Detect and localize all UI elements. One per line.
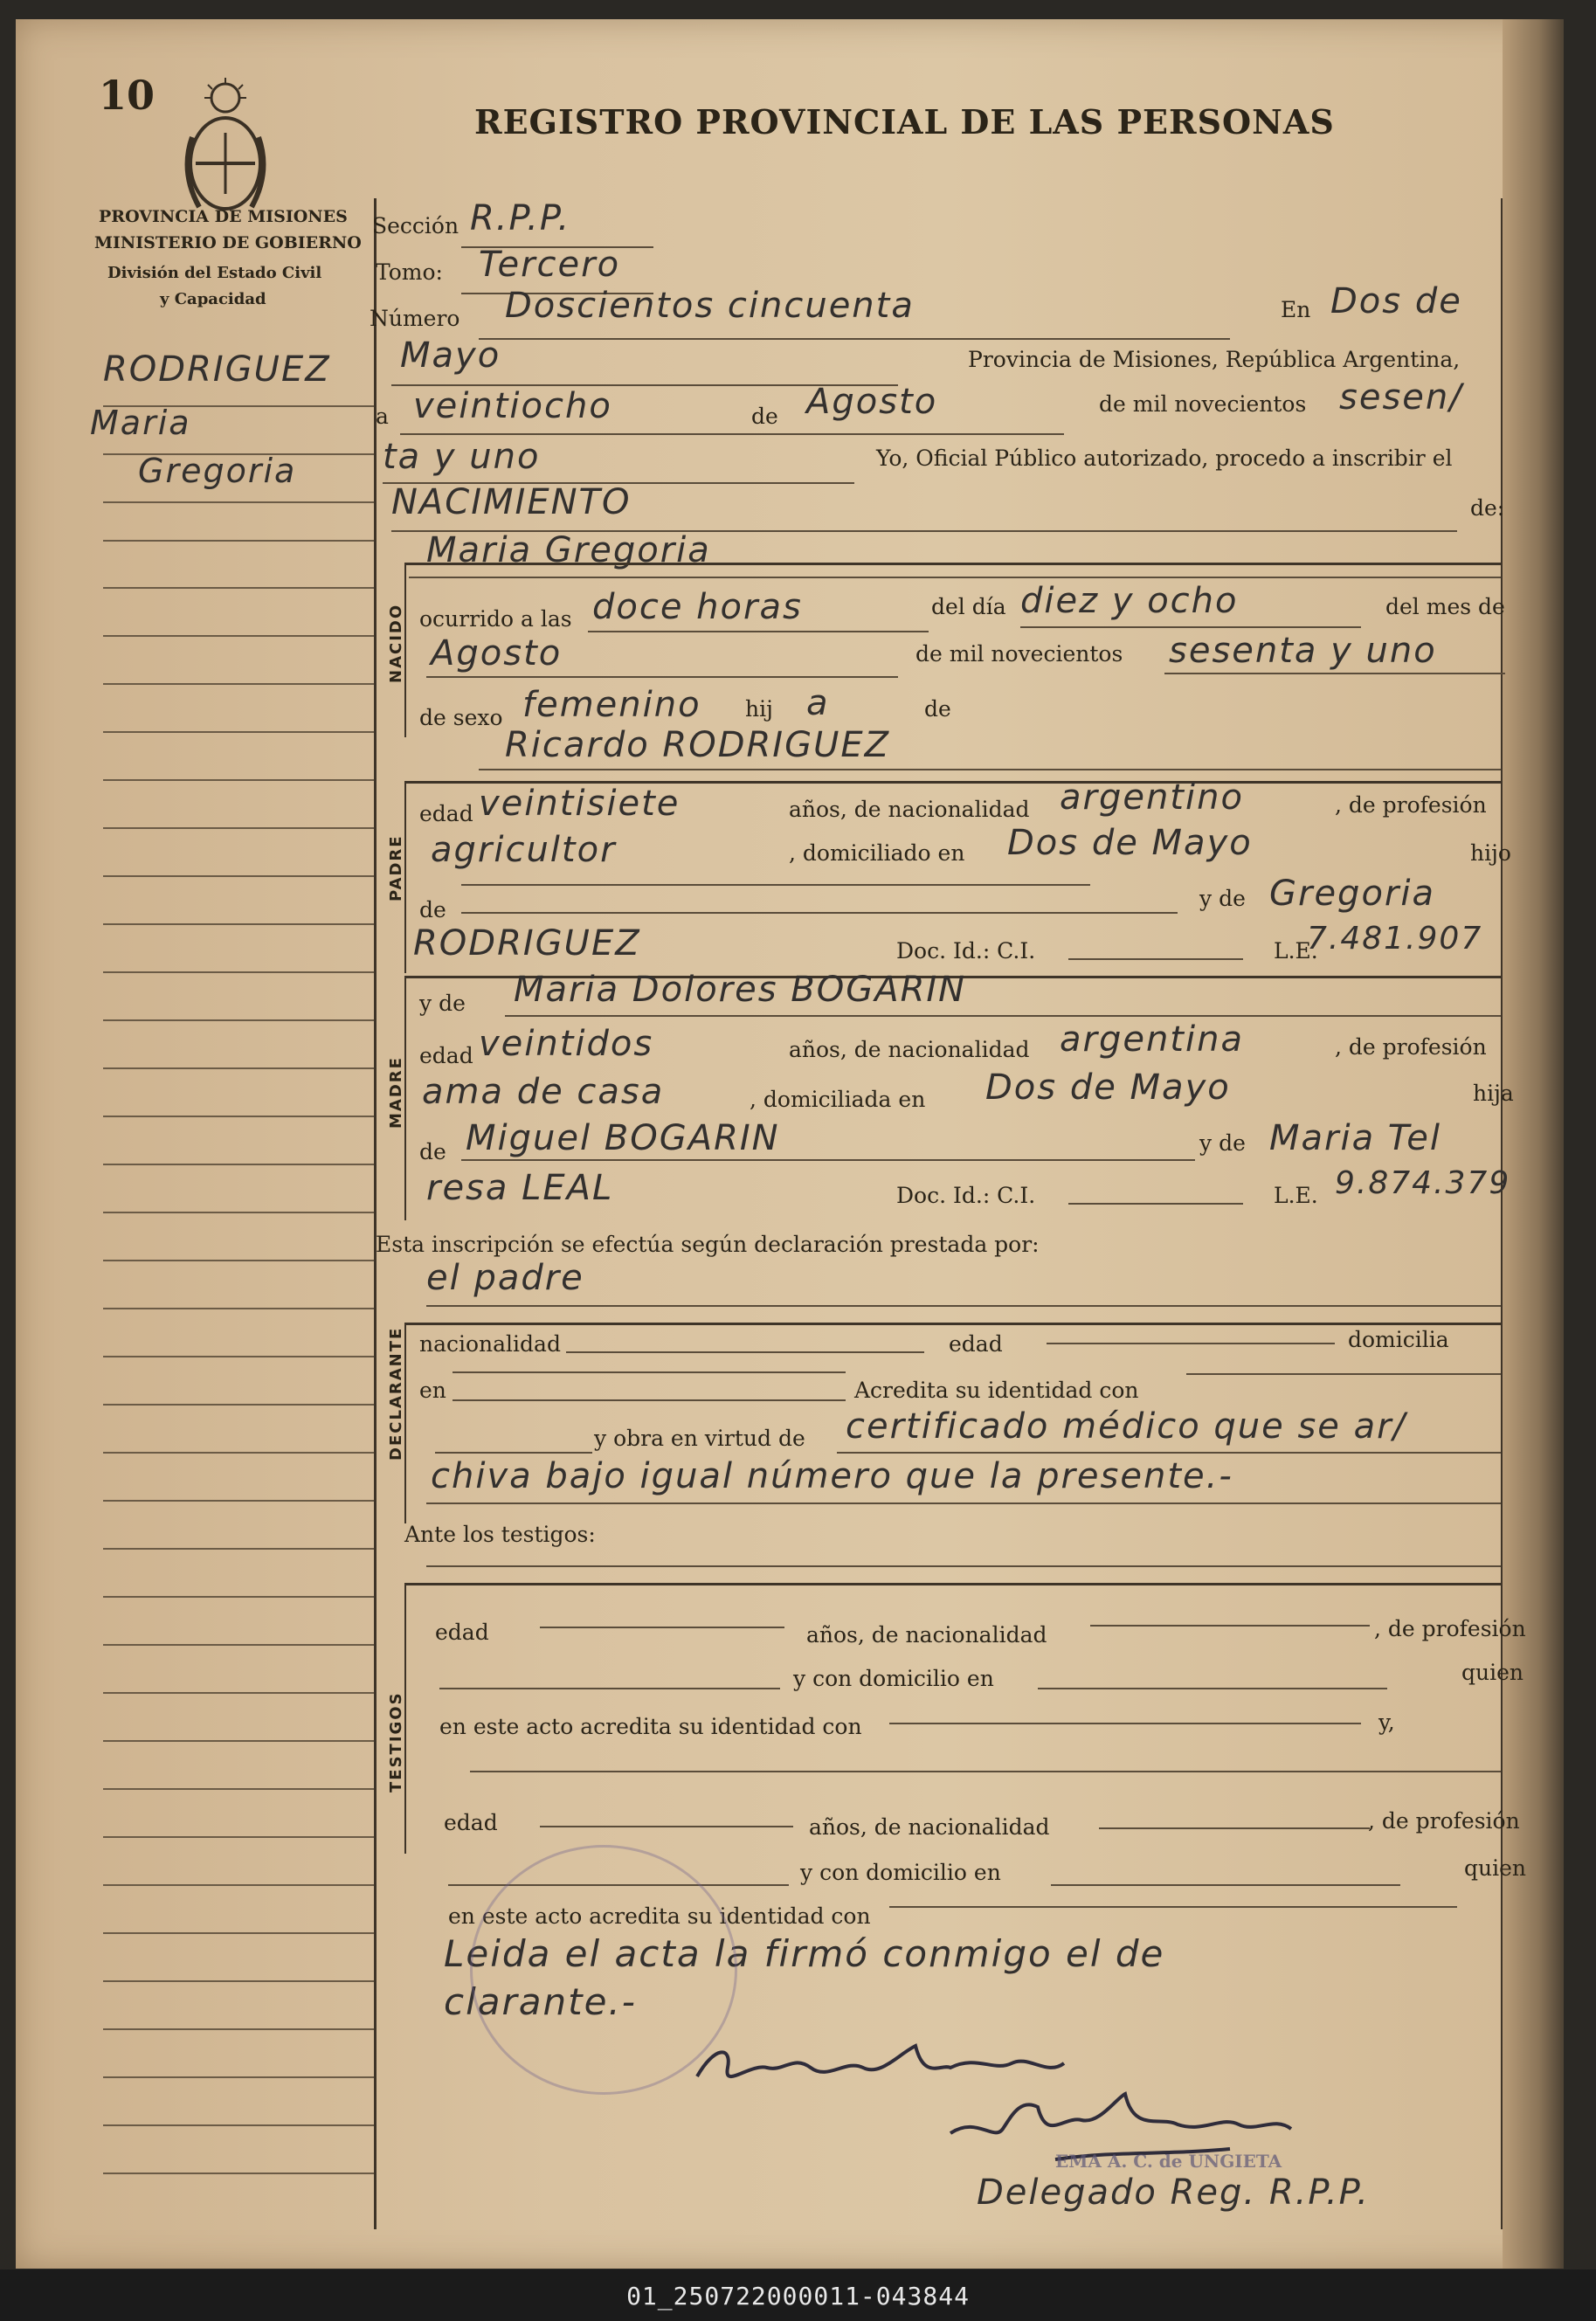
madre-doc-label: Doc. Id.: C.I.: [896, 1183, 1036, 1208]
ocurrido-label: ocurrido a las: [419, 606, 572, 632]
abuela-materna-value-1: Maria Tel: [1269, 1118, 1442, 1158]
obra-label: y obra en virtud de: [594, 1426, 805, 1451]
obra-value-1: certificado médico que se ar/: [846, 1406, 1407, 1447]
padre-le-label: L.E.: [1274, 938, 1318, 964]
madre-domicilio-label: , domiciliada en: [750, 1087, 926, 1112]
abuelo-materno-value: Miguel BOGARIN: [466, 1118, 780, 1158]
lugar-value-1: Dos de: [1330, 281, 1462, 321]
madre-yde-label: y de: [419, 991, 466, 1016]
sexo-value: femenino: [522, 685, 701, 725]
del-mes-label: del mes de: [1385, 594, 1505, 619]
declarante-en-label: en: [419, 1378, 446, 1403]
madre-yde2-label: y de: [1199, 1130, 1246, 1156]
margin-second-name: Gregoria: [138, 452, 297, 490]
tomo-value: Tercero: [479, 245, 621, 285]
mes-inscripcion-value: Agosto: [806, 382, 938, 422]
padre-de-label: de: [419, 897, 446, 922]
seccion-label: Sección: [372, 213, 459, 238]
padre-nacionalidad-value: argentino: [1060, 777, 1244, 818]
madre-edad-value: veintidos: [479, 1024, 654, 1064]
dia-inscripcion-value: veintiocho: [413, 386, 612, 426]
padre-anios-label: años, de nacionalidad: [789, 797, 1030, 822]
org-line-2: MINISTERIO DE GOBIERNO: [94, 233, 362, 252]
tomo-label: Tomo:: [376, 259, 443, 285]
padre-doc-label: Doc. Id.: C.I.: [896, 938, 1036, 964]
anio-nacimiento-value: sesenta y uno: [1169, 631, 1437, 671]
testigo1-edad-label: edad: [435, 1620, 489, 1645]
padre-le-value: 7.481.907: [1307, 921, 1483, 957]
padre-profesion-label: , de profesión: [1335, 792, 1487, 818]
testigo1-quien-label: quien: [1461, 1660, 1523, 1685]
testigo2-profesion-label: , de profesión: [1368, 1808, 1520, 1834]
testigo2-acredita-label: en este acto acredita su identidad con: [448, 1903, 871, 1929]
padre-side-label: PADRE: [387, 834, 405, 901]
padre-edad-label: edad: [419, 801, 473, 826]
madre-edad-label: edad: [419, 1043, 473, 1068]
madre-le-label: L.E.: [1274, 1183, 1318, 1208]
madre-le-value: 9.874.379: [1335, 1165, 1511, 1201]
testigo1-domicilio-label: y con domicilio en: [793, 1666, 994, 1691]
madre-de-label: de: [419, 1139, 446, 1164]
padre-domicilio-label: , domiciliado en: [789, 840, 965, 866]
mil-novecientos-text: de mil novecientos: [1099, 391, 1307, 417]
testigos-side-label: TESTIGOS: [387, 1691, 405, 1793]
en-label: En: [1281, 297, 1311, 322]
padre-nombre-value: Ricardo RODRIGUEZ: [505, 725, 891, 765]
acredita-label: Acredita su identidad con: [854, 1378, 1139, 1403]
main-border: [374, 198, 377, 2229]
declarante-domicilia-label: domicilia: [1348, 1327, 1449, 1352]
provincia-text: Provincia de Misiones, República Argentina,: [968, 347, 1461, 372]
org-line-4: y Capacidad: [160, 290, 266, 308]
cierre-line-1: Leida el acta la firmó conmigo el de: [444, 1932, 1165, 1975]
anio-inscripcion-value-2: ta y uno: [383, 437, 541, 477]
testigo2-anios-label: años, de nacionalidad: [809, 1814, 1050, 1840]
testigo2-edad-label: edad: [444, 1810, 498, 1835]
org-line-3: División del Estado Civil: [107, 264, 322, 282]
dia-nacimiento-value: diez y ocho: [1020, 581, 1239, 621]
madre-nacionalidad-value: argentina: [1060, 1019, 1244, 1060]
madre-nombre-value: Maria Dolores BOGARIN: [514, 970, 967, 1010]
nombre-value: Maria Gregoria: [426, 530, 711, 570]
abuela-materna-value-2: resa LEAL: [426, 1168, 614, 1208]
coat-of-arms-icon: [173, 76, 278, 225]
padre-profesion-value: agricultor: [431, 830, 617, 870]
margin-surname: RODRIGUEZ: [103, 349, 331, 390]
del-dia-label: del día: [931, 594, 1006, 619]
mes-nacimiento-value: Agosto: [431, 633, 563, 674]
testigo2-quien-label: quien: [1464, 1855, 1526, 1881]
testigo2-domicilio-label: y con domicilio en: [800, 1860, 1001, 1885]
seccion-value: R.P.P.: [470, 198, 571, 238]
de-padres-label: de: [924, 696, 951, 722]
signature-stamp-text: EMA A. C. de UNGIETA: [1055, 2151, 1282, 2172]
testigo1-y-label: y,: [1378, 1710, 1395, 1735]
madre-profesion-value: ama de casa: [422, 1072, 665, 1112]
org-line-1: PROVINCIA DE MISIONES: [99, 207, 348, 226]
declaracion-intro: Esta inscripción se efectúa según declaración prestada por:: [376, 1232, 1040, 1257]
declarante-edad-label: edad: [949, 1331, 1003, 1357]
madre-side-label: MADRE: [387, 1056, 405, 1129]
hij-value: a: [806, 683, 830, 723]
padre-edad-value: veintisiete: [479, 784, 681, 824]
abuela-paterna-value: Gregoria: [1269, 874, 1435, 914]
abuela-paterna-apellido: RODRIGUEZ: [413, 923, 641, 964]
page-number: 10: [99, 72, 155, 119]
lugar-value-2: Mayo: [400, 335, 501, 376]
padre-domicilio-value: Dos de Mayo: [1007, 823, 1253, 863]
declarante-value: el padre: [426, 1258, 584, 1298]
sexo-label: de sexo: [419, 705, 503, 730]
declarante-nacionalidad-label: nacionalidad: [419, 1331, 561, 1357]
margin-first-name: Maria: [90, 404, 191, 442]
numero-label: Número: [370, 306, 460, 331]
obra-value-2: chiva bajo igual número que la presente.-: [431, 1456, 1233, 1496]
anio-inscripcion-value-1: sesen/: [1339, 377, 1463, 418]
de-label: de: [751, 404, 778, 429]
testigos-intro: Ante los testigos:: [404, 1522, 596, 1547]
testigo1-profesion-label: , de profesión: [1374, 1616, 1526, 1641]
madre-anios-label: años, de nacionalidad: [789, 1037, 1030, 1062]
madre-profesion-label: , de profesión: [1335, 1034, 1487, 1060]
padre-yde-label: y de: [1199, 886, 1246, 911]
a-label: a: [376, 404, 389, 429]
oficial-text: Yo, Oficial Público autorizado, procedo a inscribir el: [876, 446, 1453, 471]
book-spine: [1503, 19, 1564, 2269]
hora-value: doce horas: [592, 587, 803, 627]
testigo1-anios-label: años, de nacionalidad: [806, 1622, 1047, 1647]
image-id-label: 01_250722000011-043844: [626, 2282, 970, 2311]
register-page: [16, 19, 1564, 2269]
page-title: REGISTRO PROVINCIAL DE LAS PERSONAS: [474, 102, 1335, 142]
testigo1-acredita-label: en este acto acredita su identidad con: [439, 1714, 862, 1739]
hijo-label: hijo: [1470, 840, 1511, 866]
hija-label: hija: [1473, 1081, 1514, 1106]
de-colon-label: de:: [1470, 495, 1505, 521]
nacido-side-label: NACIDO: [387, 603, 405, 683]
numero-value: Doscientos cincuenta: [505, 286, 915, 326]
declarante-side-label: DECLARANTE: [387, 1326, 405, 1461]
delegado-text: Delegado Reg. R.P.P.: [977, 2172, 1370, 2213]
hij-label: hij: [745, 696, 773, 722]
mil-nacimiento-label: de mil novecientos: [915, 641, 1123, 667]
cierre-line-2: clarante.-: [444, 1980, 637, 2023]
scan-footer: [0, 2269, 1596, 2321]
acto-value: NACIMIENTO: [391, 482, 632, 522]
madre-domicilio-value: Dos de Mayo: [985, 1067, 1231, 1108]
